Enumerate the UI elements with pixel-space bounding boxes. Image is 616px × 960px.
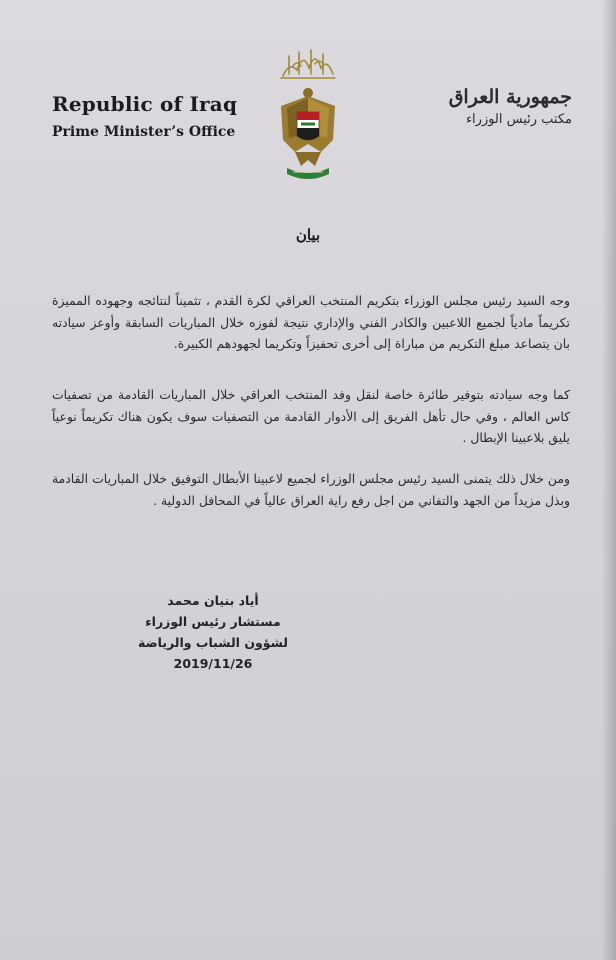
takbir-calligraphy-icon: [281, 50, 335, 78]
signatory-title: مستشار رئيس الوزراء: [145, 614, 281, 629]
scroll-banner-icon: [287, 168, 329, 179]
header-office-en: Prime Minister’s Office: [52, 124, 236, 140]
header-arabic: [402, 86, 572, 127]
statement-paragraph-3: ومن خلال ذلك يتمنى السيد رئيس مجلس الوزراء لجميع لاعبينا الأبطال التوفيق خلال المباريات القادمة وبذل مزيداً من الجهد والتفاني من اجل رفع راية العراق عالياً في المحافل الدولية .: [52, 471, 570, 508]
paper-edge-shadow: [602, 0, 616, 960]
signature-block: [118, 590, 308, 674]
document-date: 2019/11/26: [173, 656, 253, 671]
document-title: بيان: [295, 226, 321, 244]
signatory-department: لشؤون الشباب والرياضة: [137, 635, 289, 650]
header-country-ar: جمهورية العراق: [448, 86, 572, 108]
iraq-coat-of-arms-icon: [275, 40, 341, 182]
header-english: [52, 92, 237, 140]
statement-paragraph-1: وجه السيد رئيس مجلس الوزراء بتكريم المنتخب العراقي لكرة القدم ، تثميناً لنتائجه وجهوده المميزة تكريماً مادياً لجميع اللاعبين والكادر الفني والإداري نتيجة لفوزه خلال المباريات السابقة وأوعز سيادته بان يتصاعد مبلغ التكريم من مباراة إلى أخرى تحفيزاً وتكريما لجهودهم الكبيرة.: [52, 293, 570, 351]
header-office-ar: مكتب رئيس الوزراء: [465, 112, 572, 127]
signatory-name: أياد بنيان محمد: [167, 593, 259, 608]
flag-shield-icon: [297, 112, 319, 140]
header-country-en: Republic of Iraq: [52, 92, 238, 116]
statement-paragraph-2: كما وجه سيادته بتوفير طائرة خاصة لنقل وفد المنتخب العراقي خلال المباريات القادمة من تصفيات كاس العالم ، وفي حال تأهل الفريق إلى الأدوار القادمة من التصفيات سوف يكون هناك تكريماً نوعياً يليق بلاعبينا الإبطال .: [52, 387, 570, 445]
